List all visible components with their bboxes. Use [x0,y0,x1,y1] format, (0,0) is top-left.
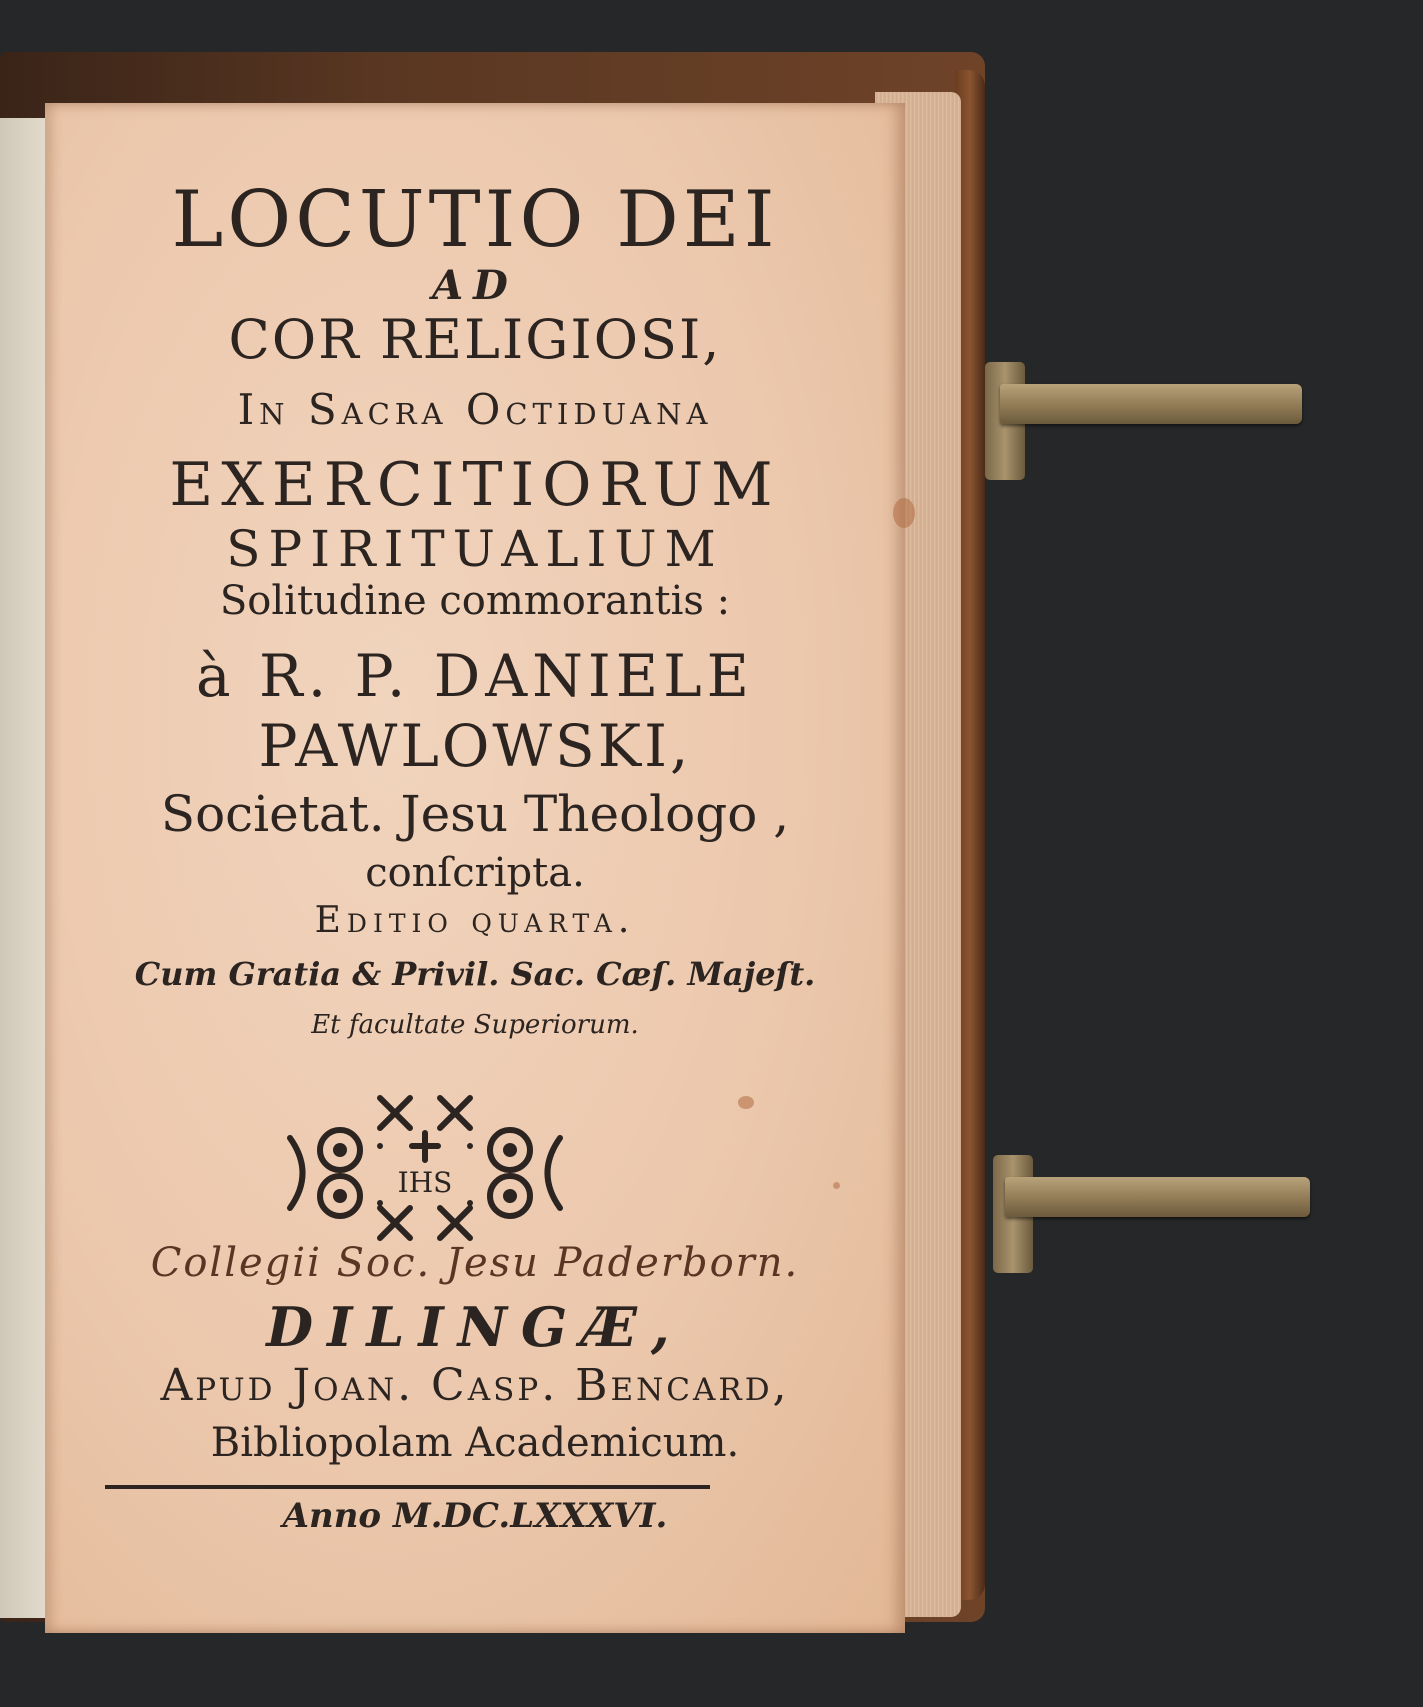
foxing-stain [738,1096,754,1109]
clasp-bottom [1005,1177,1310,1217]
printers-ornament [280,1088,570,1248]
title-line-13: Cum Gratia & Privil. Sac. Cæſ. Majeſt. [134,955,816,993]
clasp-top [1000,384,1302,424]
left-facing-page [0,118,48,1618]
title-line-8: à R. P. DANIELE [196,642,754,710]
handwritten-ownership-note: Collegii Soc. Jesu Paderborn. [150,1240,800,1286]
title-line-1: LOCUTIO DEI [171,175,779,265]
title-line-10: Societat. Jesu Theologo , [160,785,790,843]
title-line-9: PAWLOWSKI, [258,712,692,780]
horizontal-rule [105,1485,710,1489]
imprint-year: Anno M.DC.LXXXVI. [282,1496,668,1536]
title-line-14: Et facultate Superiorum. [311,1010,639,1040]
title-line-6: SPIRITUALIUM [226,520,724,578]
imprint-publisher: Apud Joan. Casp. Bencard, [160,1360,790,1411]
title-line-2: AD [432,262,518,309]
title-line-7: Solitudine commorantis : [219,578,731,624]
title-line-4: In Sacra Octiduana [237,385,713,434]
title-line-11: conſcripta. [365,850,585,896]
title-line-5: EXERCITIORUM [169,450,781,520]
title-line-12: Editio quarta. [314,900,636,941]
imprint-place: DILINGÆ, [266,1295,684,1359]
title-line-3: COR RELIGIOSI, [228,308,722,371]
foxing-stain [833,1182,840,1189]
ornament-monogram: IHS [397,1166,453,1199]
imprint-role: Bibliopolam Academicum. [210,1420,740,1466]
